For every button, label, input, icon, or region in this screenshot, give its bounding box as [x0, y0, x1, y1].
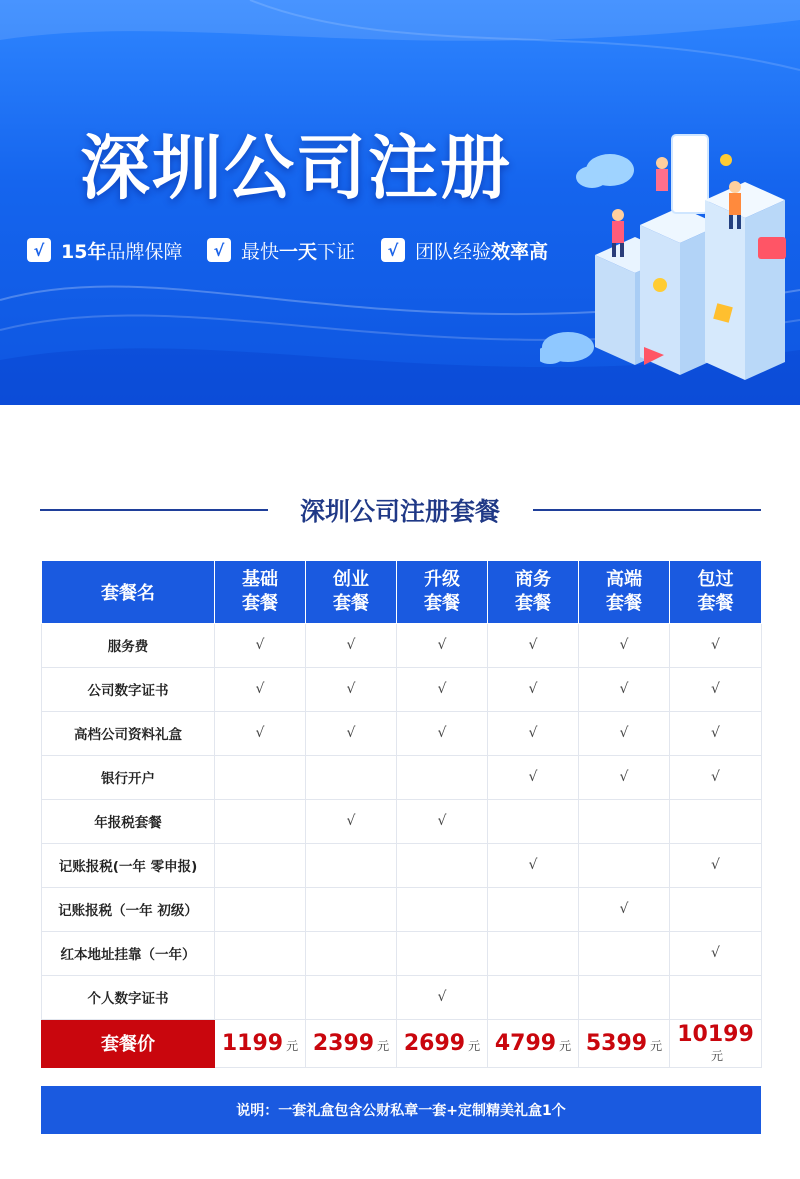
isometric-office-illustration — [540, 125, 800, 395]
included-mark — [306, 755, 397, 799]
included-mark — [670, 799, 762, 843]
included-mark — [579, 843, 670, 887]
included-mark — [670, 975, 762, 1019]
included-mark — [215, 799, 306, 843]
service-item-name: 红本地址挂靠（一年） — [42, 931, 215, 975]
service-item-name: 高档公司资料礼盒 — [42, 711, 215, 755]
table-row — [42, 623, 762, 667]
included-mark — [306, 843, 397, 887]
hero-banner — [0, 0, 800, 405]
table-row — [42, 755, 762, 799]
checkmark-icon: √ — [207, 238, 231, 262]
included-mark — [215, 843, 306, 887]
table-row — [42, 931, 762, 975]
included-mark: √ — [670, 931, 762, 975]
table-row — [42, 887, 762, 931]
included-mark: √ — [397, 623, 488, 667]
price-cell: 1199 元 — [215, 1019, 306, 1067]
included-mark: √ — [306, 711, 397, 755]
price-row — [42, 1019, 762, 1067]
included-mark: √ — [397, 667, 488, 711]
service-item-name: 个人数字证书 — [42, 975, 215, 1019]
section-heading — [0, 490, 800, 530]
included-mark — [488, 931, 579, 975]
checkmark-icon: √ — [381, 238, 405, 262]
included-mark: √ — [215, 711, 306, 755]
service-item-name: 银行开户 — [42, 755, 215, 799]
table-row — [42, 667, 762, 711]
header-package: 高端 套餐 — [579, 561, 670, 623]
header-package: 创业 套餐 — [306, 561, 397, 623]
included-mark — [306, 975, 397, 1019]
included-mark: √ — [306, 623, 397, 667]
feature-text: 15年品牌保障 — [61, 240, 183, 263]
service-item-name: 服务费 — [42, 623, 215, 667]
included-mark: √ — [670, 623, 762, 667]
included-mark: √ — [579, 711, 670, 755]
included-mark: √ — [488, 623, 579, 667]
included-mark — [488, 975, 579, 1019]
included-mark: √ — [670, 755, 762, 799]
table-header-row — [42, 561, 762, 623]
included-mark: √ — [670, 711, 762, 755]
included-mark — [215, 975, 306, 1019]
price-cell: 2699 元 — [397, 1019, 488, 1067]
included-mark — [670, 887, 762, 931]
header-package: 包过 套餐 — [670, 561, 762, 623]
header-package: 商务 套餐 — [488, 561, 579, 623]
feature-speed — [207, 236, 355, 264]
included-mark: √ — [670, 843, 762, 887]
included-mark: √ — [215, 623, 306, 667]
included-mark: √ — [397, 711, 488, 755]
included-mark: √ — [488, 667, 579, 711]
included-mark: √ — [306, 667, 397, 711]
table-row — [42, 975, 762, 1019]
package-comparison-table — [41, 561, 762, 1068]
service-item-name: 公司数字证书 — [42, 667, 215, 711]
price-label: 套餐价 — [42, 1019, 215, 1067]
feature-brand — [27, 236, 182, 264]
checkmark-icon: √ — [27, 238, 51, 262]
included-mark: √ — [579, 667, 670, 711]
included-mark — [397, 887, 488, 931]
included-mark: √ — [579, 755, 670, 799]
included-mark: √ — [670, 667, 762, 711]
table-row — [42, 799, 762, 843]
included-mark — [306, 931, 397, 975]
table-row — [42, 843, 762, 887]
service-item-name: 记账报税（一年 初级） — [42, 887, 215, 931]
included-mark — [579, 799, 670, 843]
table-row — [42, 711, 762, 755]
feature-text: 最快一天下证 — [241, 240, 356, 263]
included-mark: √ — [397, 799, 488, 843]
included-mark — [306, 887, 397, 931]
banner-title: 深圳公司注册 — [80, 127, 512, 209]
package-note: 说明：一套礼盒包含公财私章一套+定制精美礼盒1个 — [41, 1086, 761, 1134]
included-mark — [488, 799, 579, 843]
service-item-name: 记账报税(一年 零申报) — [42, 843, 215, 887]
heading-divider-right — [533, 509, 761, 511]
included-mark: √ — [306, 799, 397, 843]
included-mark: √ — [579, 887, 670, 931]
included-mark — [397, 843, 488, 887]
price-cell: 4799 元 — [488, 1019, 579, 1067]
header-package-name: 套餐名 — [42, 561, 215, 623]
included-mark — [488, 887, 579, 931]
included-mark — [215, 755, 306, 799]
included-mark — [397, 755, 488, 799]
feature-team — [381, 236, 548, 264]
included-mark: √ — [488, 755, 579, 799]
heading-divider-left — [40, 509, 268, 511]
feature-text: 团队经验效率高 — [415, 240, 549, 263]
included-mark — [579, 931, 670, 975]
included-mark: √ — [579, 623, 670, 667]
section-title: 深圳公司注册套餐 — [299, 497, 500, 526]
included-mark — [215, 887, 306, 931]
included-mark — [579, 975, 670, 1019]
header-package: 升级 套餐 — [397, 561, 488, 623]
included-mark: √ — [488, 711, 579, 755]
header-package: 基础 套餐 — [215, 561, 306, 623]
included-mark — [397, 931, 488, 975]
included-mark: √ — [215, 667, 306, 711]
price-cell: 2399 元 — [306, 1019, 397, 1067]
included-mark: √ — [488, 843, 579, 887]
included-mark: √ — [397, 975, 488, 1019]
included-mark — [215, 931, 306, 975]
price-cell: 5399 元 — [579, 1019, 670, 1067]
service-item-name: 年报税套餐 — [42, 799, 215, 843]
price-cell: 10199元 — [670, 1019, 762, 1067]
